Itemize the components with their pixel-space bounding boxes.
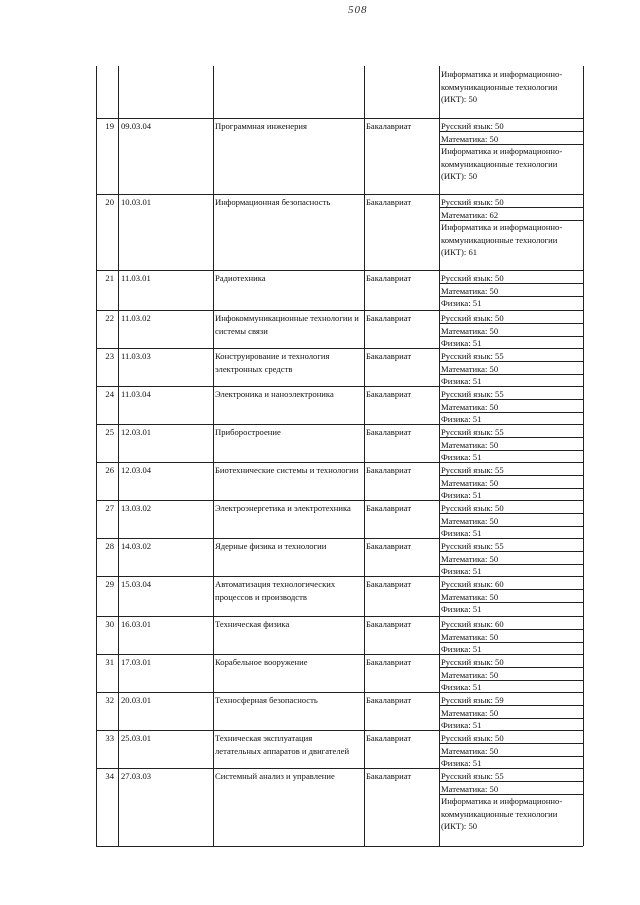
subject-requirement: Математика: 50: [441, 363, 499, 374]
row-number: 19: [105, 121, 114, 131]
subject-requirement: Русский язык: 55: [441, 541, 504, 551]
subject-requirement: Русский язык: 55: [441, 465, 504, 475]
subject-requirement: Информатика и информационно-коммуникационные технологии (ИКТ): 50: [441, 69, 563, 105]
row-border: [96, 310, 583, 311]
subject-requirement: Физика: 51: [441, 758, 482, 769]
education-level: Бакалавриат: [366, 427, 412, 437]
subject-requirement: Русский язык: 60: [441, 579, 504, 589]
subject-requirement: Русский язык: 50: [441, 197, 504, 207]
program-name: Техническая физика: [215, 619, 290, 629]
row-border: [96, 118, 583, 119]
row-number: 32: [105, 695, 114, 705]
program-code: 11.03.04: [121, 389, 151, 399]
column-border: [96, 66, 97, 846]
table-bottom-border: [96, 846, 583, 847]
program-name: Ядерные физика и технологии: [215, 541, 327, 551]
program-code: 25.03.01: [121, 733, 152, 743]
row-number: 34: [105, 771, 114, 781]
education-level: Бакалавриат: [366, 619, 412, 629]
row-number: 25: [105, 427, 114, 437]
subject-requirement: Русский язык: 55: [441, 389, 504, 399]
subject-requirement: Информатика и информационно-коммуникационные технологии (ИКТ): 50: [441, 146, 563, 182]
education-level: Бакалавриат: [366, 503, 412, 513]
subject-requirement: Русский язык: 60: [441, 619, 504, 629]
subject-requirement: Физика: 51: [441, 452, 482, 463]
program-name: Инфокоммуникационные технологии и системы связи: [215, 313, 359, 336]
education-level: Бакалавриат: [366, 695, 412, 705]
subject-requirement: Математика: 50: [441, 439, 499, 450]
program-code: 13.03.02: [121, 503, 152, 513]
subject-requirement: Русский язык: 55: [441, 427, 504, 437]
subject-requirement: Физика: 51: [441, 528, 482, 539]
program-code: 11.03.03: [121, 351, 151, 361]
subject-requirement: Физика: 51: [441, 376, 482, 387]
subject-requirement: Физика: 51: [441, 490, 482, 501]
program-code: 16.03.01: [121, 619, 152, 629]
education-level: Бакалавриат: [366, 273, 412, 283]
row-border: [96, 194, 583, 195]
subject-requirement: Математика: 50: [441, 783, 499, 794]
education-level: Бакалавриат: [366, 733, 412, 743]
subject-requirement: Физика: 51: [441, 720, 482, 731]
subject-requirement: Физика: 51: [441, 414, 482, 425]
program-code: 11.03.02: [121, 313, 151, 323]
subject-requirement: Физика: 51: [441, 644, 482, 655]
program-code: 12.03.01: [121, 427, 152, 437]
education-level: Бакалавриат: [366, 771, 412, 781]
subject-requirement: Русский язык: 50: [441, 657, 504, 667]
program-code: 09.03.04: [121, 121, 152, 131]
subject-requirement: Информатика и информационно-коммуникационные технологии (ИКТ): 50: [441, 796, 563, 832]
subject-requirement: Математика: 50: [441, 515, 499, 526]
column-border: [364, 66, 365, 846]
program-name: Информационная безопасность: [215, 197, 331, 207]
row-number: 29: [105, 579, 114, 589]
row-border: [96, 270, 583, 271]
program-name: Радиотехника: [215, 273, 266, 283]
subject-requirement: Русский язык: 50: [441, 313, 504, 323]
row-border: [96, 616, 583, 617]
subject-requirement: Русский язык: 50: [441, 121, 504, 131]
education-level: Бакалавриат: [366, 465, 412, 475]
program-name: Приборостроение: [215, 427, 281, 437]
row-number: 20: [105, 197, 114, 207]
education-level: Бакалавриат: [366, 121, 412, 131]
row-number: 22: [105, 313, 114, 323]
subject-requirement: Математика: 62: [441, 209, 499, 220]
subject-requirement: Математика: 50: [441, 477, 499, 488]
subject-requirement: Физика: 51: [441, 298, 482, 309]
row-number: 31: [105, 657, 114, 667]
education-level: Бакалавриат: [366, 541, 412, 551]
subject-requirement: Математика: 50: [441, 285, 499, 296]
program-code: 14.03.02: [121, 541, 152, 551]
subject-requirement: Русский язык: 50: [441, 733, 504, 743]
education-level: Бакалавриат: [366, 351, 412, 361]
program-name: Программная инженерия: [215, 121, 307, 131]
education-level: Бакалавриат: [366, 313, 412, 323]
education-level: Бакалавриат: [366, 579, 412, 589]
row-number: 27: [105, 503, 114, 513]
subject-requirement: Математика: 50: [441, 133, 499, 144]
row-number: 21: [105, 273, 114, 283]
subject-requirement: Русский язык: 55: [441, 351, 504, 361]
program-code: 15.03.04: [121, 579, 152, 589]
subject-requirement: Физика: 51: [441, 604, 482, 615]
program-name: Автоматизация технологических процессов и производств: [215, 579, 336, 602]
program-code: 20.03.01: [121, 695, 152, 705]
program-name: Корабельное вооружение: [215, 657, 308, 667]
subject-requirement: Физика: 51: [441, 682, 482, 693]
subject-requirement: Математика: 50: [441, 401, 499, 412]
subject-requirement: Математика: 50: [441, 631, 499, 642]
row-number: 23: [105, 351, 114, 361]
program-name: Электроэнергетика и электротехника: [215, 503, 351, 513]
column-border: [213, 66, 214, 846]
subject-requirement: Русский язык: 55: [441, 771, 504, 781]
subject-requirement: Физика: 51: [441, 338, 482, 349]
subject-requirement: Математика: 50: [441, 325, 499, 336]
subject-requirement: Математика: 50: [441, 745, 499, 756]
program-code: 10.03.01: [121, 197, 152, 207]
program-name: Системный анализ и управление: [215, 771, 335, 781]
subject-requirement: Русский язык: 50: [441, 503, 504, 513]
program-code: 17.03.01: [121, 657, 152, 667]
row-number: 28: [105, 541, 114, 551]
row-number: 26: [105, 465, 114, 475]
row-number: 33: [105, 733, 114, 743]
column-border: [583, 66, 584, 846]
education-level: Бакалавриат: [366, 389, 412, 399]
subject-requirement: Математика: 50: [441, 707, 499, 718]
education-level: Бакалавриат: [366, 197, 412, 207]
program-code: 27.03.03: [121, 771, 152, 781]
program-code: 11.03.01: [121, 273, 151, 283]
subject-requirement: Математика: 50: [441, 669, 499, 680]
row-number: 24: [105, 389, 114, 399]
subject-requirement: Русский язык: 59: [441, 695, 504, 705]
program-code: 12.03.04: [121, 465, 152, 475]
column-border: [118, 66, 119, 846]
program-name: Техносферная безопасность: [215, 695, 318, 705]
subject-requirement: Математика: 50: [441, 591, 499, 602]
column-border: [439, 66, 440, 846]
subject-requirement: Физика: 51: [441, 566, 482, 577]
program-name: Электроника и наноэлектроника: [215, 389, 334, 399]
subject-requirement: Математика: 50: [441, 553, 499, 564]
program-name: Биотехнические системы и технологии: [215, 465, 359, 475]
program-name: Техническая эксплуатация летательных аппаратов и двигателей: [215, 733, 350, 756]
subject-requirement: Русский язык: 50: [441, 273, 504, 283]
program-name: Конструирование и технология электронных средств: [215, 351, 330, 374]
education-level: Бакалавриат: [366, 657, 412, 667]
subject-requirement: Информатика и информационно-коммуникационные технологии (ИКТ): 61: [441, 222, 563, 258]
row-number: 30: [105, 619, 114, 629]
page-stamp: 508: [348, 4, 368, 16]
